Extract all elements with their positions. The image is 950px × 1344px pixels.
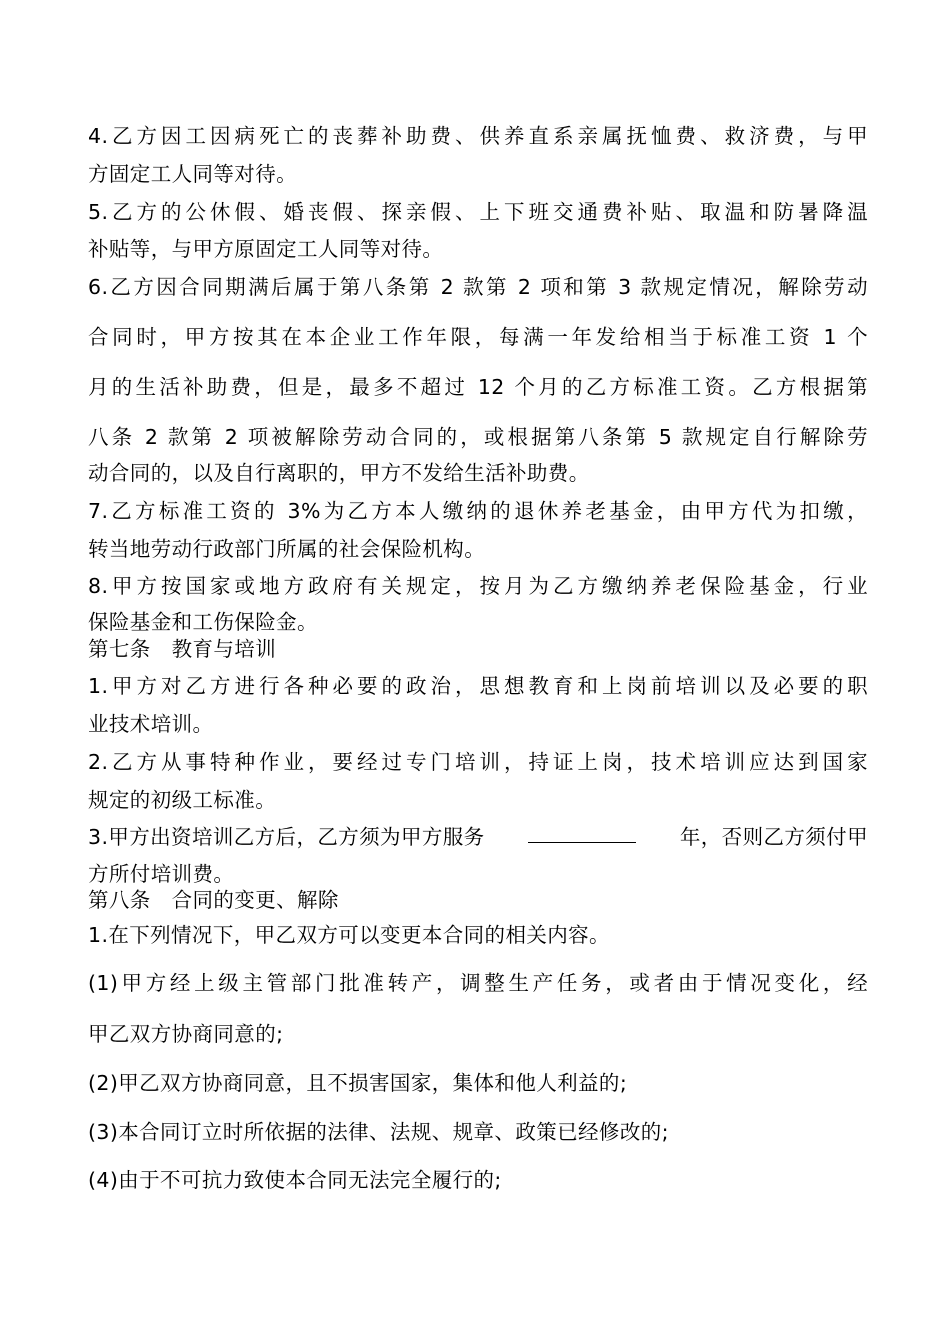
text-line: 八条 2 款第 2 项被解除劳动合同的，或根据第八条第 5 款规定自行解除劳 xyxy=(88,425,868,449)
text-line: 动合同的，以及自行离职的，甲方不发给生活补助费。 xyxy=(88,461,590,485)
text-line: (4)由于不可抗力致使本合同无法完全履行的; xyxy=(88,1168,502,1192)
text-line: 补贴等，与甲方原固定工人同等对待。 xyxy=(88,237,444,261)
text-line: 1.甲方对乙方进行各种必要的政治，思想教育和上岗前培训以及必要的职 xyxy=(88,674,868,698)
text-line: 业技术培训。 xyxy=(88,712,214,736)
text-line: 2.乙方从事特种作业，要经过专门培训，持证上岗，技术培训应达到国家 xyxy=(88,750,868,774)
text-segment: 3.甲方出资培训乙方后，乙方须为甲方服务 xyxy=(88,825,485,849)
text-line: 月的生活补助费，但是，最多不超过 12 个月的乙方标准工资。乙方根据第 xyxy=(88,375,868,399)
text-line: 1.在下列情况下，甲乙双方可以变更本合同的相关内容。 xyxy=(88,923,610,947)
text-line: 转当地劳动行政部门所属的社会保险机构。 xyxy=(88,537,486,561)
text-line-with-blank xyxy=(88,822,868,852)
section-heading: 第八条 合同的变更、解除 xyxy=(88,888,339,912)
text-line: (2)甲乙双方协商同意，且不损害国家，集体和他人利益的; xyxy=(88,1071,628,1095)
text-line: 4.乙方因工因病死亡的丧葬补助费、供养直系亲属抚恤费、救济费，与甲 xyxy=(88,124,868,148)
text-line: 7.乙方标准工资的 3%为乙方本人缴纳的退休养老基金，由甲方代为扣缴， xyxy=(88,499,868,523)
text-line: 保险基金和工伤保险金。 xyxy=(88,610,318,634)
text-line: 5.乙方的公休假、婚丧假、探亲假、上下班交通费补贴、取温和防暑降温 xyxy=(88,200,868,224)
text-line: (3)本合同订立时所依据的法律、法规、规章、政策已经修改的; xyxy=(88,1120,669,1144)
text-line: 方固定工人同等对待。 xyxy=(88,162,297,186)
text-line: 规定的初级工标准。 xyxy=(88,788,277,812)
text-line: (1)甲方经上级主管部门批准转产，调整生产任务，或者由于情况变化，经 xyxy=(88,971,868,995)
section-heading: 第七条 教育与培训 xyxy=(88,637,277,661)
text-line: 甲乙双方协商同意的; xyxy=(88,1022,284,1046)
text-line: 合同时，甲方按其在本企业工作年限，每满一年发给相当于标准工资 1 个 xyxy=(88,325,868,349)
text-line: 8.甲方按国家或地方政府有关规定，按月为乙方缴纳养老保险基金，行业 xyxy=(88,574,868,598)
fill-in-blank xyxy=(528,822,636,843)
text-line: 方所付培训费。 xyxy=(88,862,235,886)
text-line: 6.乙方因合同期满后属于第八条第 2 款第 2 项和第 3 款规定情况，解除劳动 xyxy=(88,275,868,299)
text-segment: 年，否则乙方须付甲 xyxy=(679,825,868,849)
